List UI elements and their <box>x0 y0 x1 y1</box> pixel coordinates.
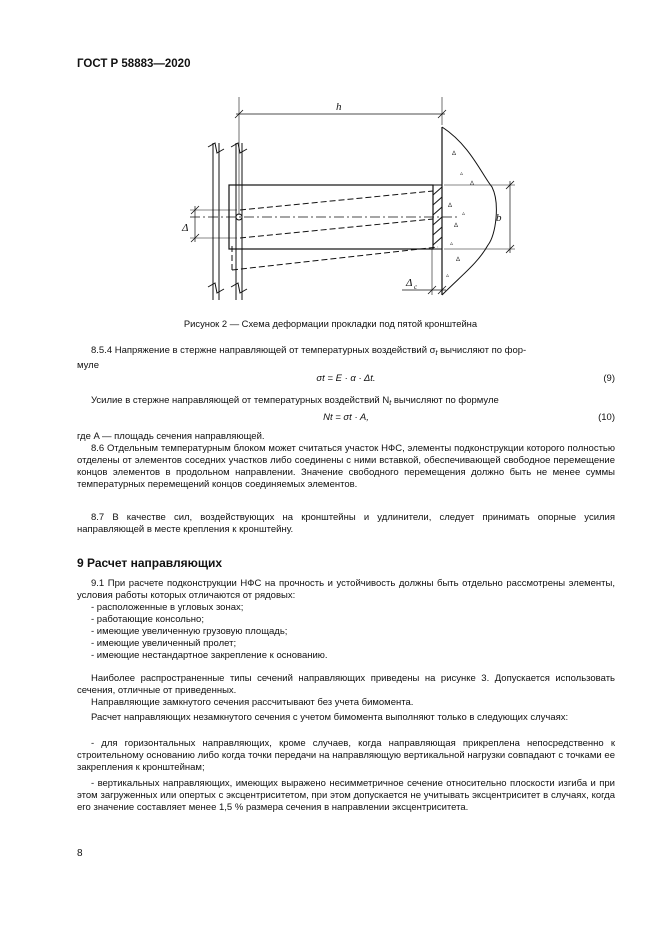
clause-8-7: 8.7 В качестве сил, воздействующих на кронштейны и удлинители, следует принимать опорные усилия направляющей в месте крепления к кронштейну. <box>77 512 615 535</box>
formula-10 <box>77 412 615 424</box>
force-intro: Усилие в стержне направляющей от температурных воздействий $N_t$ вычисляют по формуле <box>91 395 499 407</box>
case-horizontal: - для горизонтальных направляющих, кроме случаев, когда направляющая прикреплена непосредственно к строительному основанию либо когда точки передачи на направляющую вертикальной нагрузки совпадают с точками ее закрепления к кронштейнам; <box>77 738 615 773</box>
formula-10-expression: Nt = σt · A, <box>323 412 369 423</box>
list-item: - имеющие увеличенный пролет; <box>91 638 237 649</box>
svg-text:∆: ∆ <box>456 256 461 263</box>
section-9-title: 9 Расчет направляющих <box>77 556 223 570</box>
formula-9-expression: σt = E · α · Δt. <box>316 373 376 384</box>
document-header: ГОСТ Р 58883—2020 <box>77 58 191 70</box>
svg-text:▵: ▵ <box>450 240 454 247</box>
svg-text:▵: ▵ <box>460 170 464 177</box>
svg-text:∆: ∆ <box>448 202 453 209</box>
list-item: - имеющие нестандартное закрепление к основанию. <box>91 650 328 661</box>
figure-caption: Рисунок 2 — Схема деформации прокладки под пятой кронштейна <box>183 318 478 329</box>
formula-9 <box>77 373 615 385</box>
list-item: - работающие консольно; <box>91 614 204 625</box>
svg-text:∆: ∆ <box>452 150 457 157</box>
list-item: - расположенные в угловых зонах; <box>91 602 244 613</box>
page-number: 8 <box>77 848 83 859</box>
para-section-types: Наиболее распространенные типы сечений направляющих приведены на рисунке 3. Допускается использовать сечения, отличные от приведенных. <box>77 673 615 696</box>
clause-8-6: 8.6 Отдельным температурным блоком может считаться участок НФС, элементы подконструкции которого полностью отделены от элементов соседних участков либо соединены с ними вставкой, обеспечивающей свободное перемещение концов элементов в продольном направлении. Значение свободного перемещения должно быть не менее суммы температурных перемещений концов соединяемых элементов. <box>77 443 615 490</box>
list-item: - имеющие увеличенную грузовую площадь; <box>91 626 288 637</box>
para-open-section: Расчет направляющих незамкнутого сечения с учетом бимомента выполняют только в следующих случаях: <box>91 712 569 723</box>
clause-8-5-4: 8.5.4 Напряжение в стержне направляющей от температурных воздействий $\sigma_t$ вычисляют по фор- муле <box>77 345 527 371</box>
svg-text:∆: ∆ <box>470 180 475 187</box>
svg-text:▵: ▵ <box>462 210 466 217</box>
label-delta: Δ <box>182 222 189 234</box>
formula-9-number: (9) <box>603 373 615 384</box>
where-line: где A — площадь сечения направляющей. <box>77 431 265 442</box>
svg-text:▵: ▵ <box>446 272 450 279</box>
label-h: h <box>336 101 342 113</box>
label-delta-c-sub: с <box>414 283 418 291</box>
clause-9-1: 9.1 При расчете подконструкции НФС на прочность и устойчивость должны быть отдельно рассмотрены элементы, условия работы которых отличаются от рядовых: <box>77 578 615 601</box>
label-b: b <box>496 212 502 224</box>
svg-text:∆: ∆ <box>454 222 459 229</box>
formula-10-number: (10) <box>598 412 615 423</box>
para-closed-section: Направляющие замкнутого сечения рассчитывают без учета бимомента. <box>91 697 414 708</box>
case-vertical: - вертикальных направляющих, имеющих выражено несимметричное сечение относительно плоскости изгиба и при этом загруженных или опертых с эксцентриситетом, при этом допускается не учитывать эксцентриситет в случаях, когда его значение составляет менее 1,5 % размера сечения в направлении эксцентриситета. <box>77 778 615 813</box>
deformation-diagram <box>170 95 530 310</box>
label-delta-c: Δ <box>406 277 413 289</box>
